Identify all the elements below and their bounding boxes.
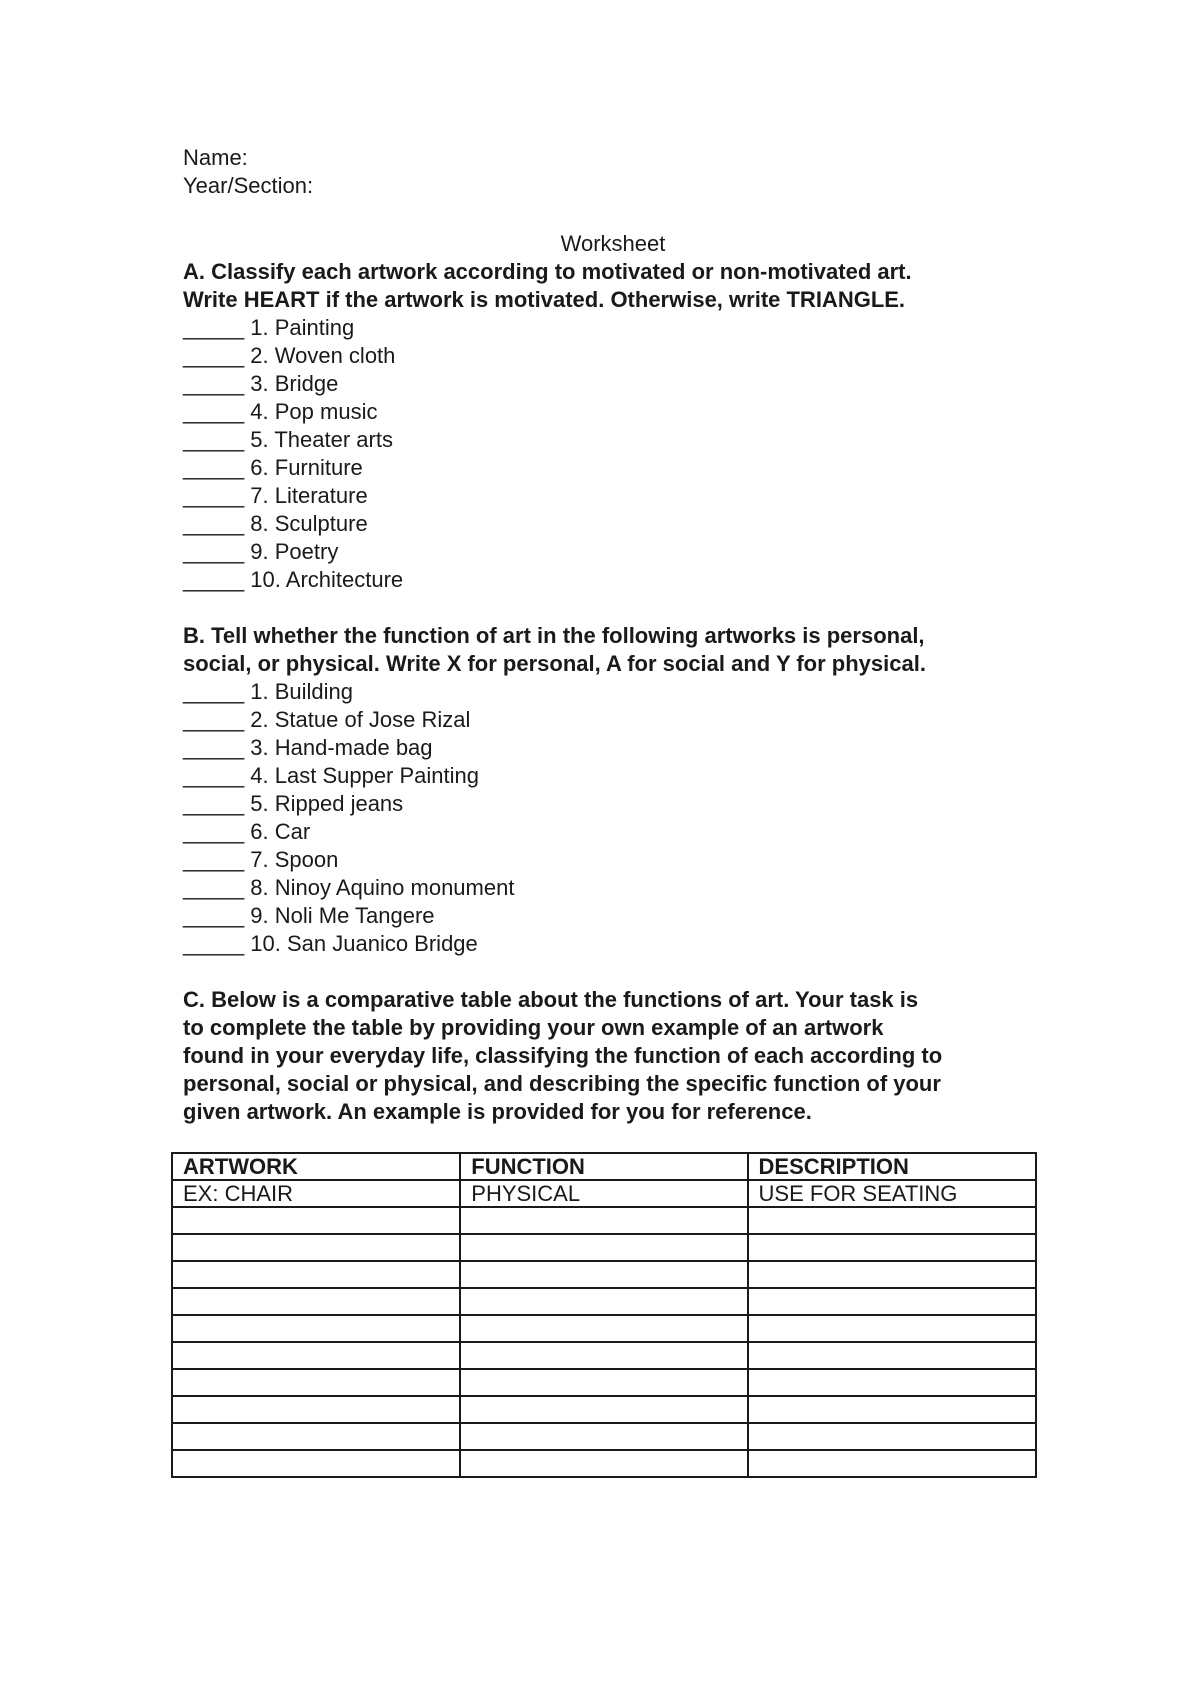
section-a-instruction-line1: A. Classify each artwork according to motivated or non-motivated art. — [183, 259, 912, 284]
empty-cell[interactable] — [172, 1207, 460, 1234]
section-a-item: _____ 6. Furniture — [183, 455, 363, 480]
example-function-cell: PHYSICAL — [460, 1180, 747, 1207]
empty-cell[interactable] — [172, 1315, 460, 1342]
section-b-item: _____ 4. Last Supper Painting — [183, 763, 480, 788]
header-function: FUNCTION — [460, 1153, 747, 1180]
empty-cell[interactable] — [748, 1342, 1036, 1369]
table-row[interactable] — [172, 1369, 1036, 1396]
section-b-item: _____ 10. San Juanico Bridge — [183, 931, 478, 956]
section-b-item: _____ 2. Statue of Jose Rizal — [183, 707, 471, 732]
empty-cell[interactable] — [748, 1423, 1036, 1450]
section-a-item: _____ 9. Poetry — [183, 539, 339, 564]
empty-cell[interactable] — [748, 1207, 1036, 1234]
table-header-row — [172, 1153, 1036, 1180]
table-row[interactable] — [172, 1423, 1036, 1450]
empty-cell[interactable] — [460, 1234, 747, 1261]
empty-cell[interactable] — [748, 1396, 1036, 1423]
section-b-item: _____ 1. Building — [183, 679, 354, 704]
empty-cell[interactable] — [460, 1288, 747, 1315]
section-a-item: _____ 1. Painting — [183, 315, 355, 340]
section-a-item: _____ 3. Bridge — [183, 371, 339, 396]
empty-cell[interactable] — [172, 1288, 460, 1315]
empty-cell[interactable] — [172, 1261, 460, 1288]
empty-cell[interactable] — [748, 1315, 1036, 1342]
section-c-instruction-line: personal, social or physical, and describing the specific function of your — [183, 1071, 941, 1096]
empty-cell[interactable] — [460, 1450, 747, 1477]
section-a-item: _____ 5. Theater arts — [183, 427, 393, 452]
section-a-item: _____ 7. Literature — [183, 483, 368, 508]
table-row[interactable] — [172, 1342, 1036, 1369]
table-row[interactable] — [172, 1315, 1036, 1342]
section-a-item: _____ 2. Woven cloth — [183, 343, 396, 368]
example-artwork-cell: EX: CHAIR — [172, 1180, 460, 1207]
name-label: Name: — [183, 145, 248, 170]
table-row[interactable] — [172, 1450, 1036, 1477]
table-row[interactable] — [172, 1261, 1036, 1288]
table-row[interactable] — [172, 1288, 1036, 1315]
section-a-instruction-line2: Write HEART if the artwork is motivated. Otherwise, write TRIANGLE. — [183, 287, 906, 312]
section-a-item: _____ 8. Sculpture — [183, 511, 368, 536]
table-example-row — [172, 1180, 1036, 1207]
empty-cell[interactable] — [748, 1234, 1036, 1261]
header-description: DESCRIPTION — [748, 1153, 1036, 1180]
section-a-item: _____ 10. Architecture — [183, 567, 404, 592]
empty-cell[interactable] — [172, 1423, 460, 1450]
section-c-instruction-line: C. Below is a comparative table about the functions of art. Your task is — [183, 987, 919, 1012]
empty-cell[interactable] — [460, 1207, 747, 1234]
section-b-instruction-line1: B. Tell whether the function of art in the following artworks is personal, — [183, 623, 925, 648]
empty-cell[interactable] — [172, 1369, 460, 1396]
table-row[interactable] — [172, 1234, 1036, 1261]
page-title: Worksheet — [560, 231, 666, 256]
empty-cell[interactable] — [748, 1261, 1036, 1288]
section-b-instruction-line2: social, or physical. Write X for personal, A for social and Y for physical. — [183, 651, 926, 676]
empty-cell[interactable] — [172, 1396, 460, 1423]
example-description-cell: USE FOR SEATING — [748, 1180, 1036, 1207]
section-a-item: _____ 4. Pop music — [183, 399, 378, 424]
empty-cell[interactable] — [460, 1342, 747, 1369]
section-c-instruction-line: to complete the table by providing your own example of an artwork — [183, 1015, 884, 1040]
header-artwork: ARTWORK — [172, 1153, 460, 1180]
section-b-item: _____ 7. Spoon — [183, 847, 339, 872]
section-c-instruction-line: found in your everyday life, classifying the function of each according to — [183, 1043, 943, 1068]
empty-cell[interactable] — [172, 1342, 460, 1369]
empty-cell[interactable] — [748, 1450, 1036, 1477]
empty-cell[interactable] — [460, 1423, 747, 1450]
section-b-item: _____ 8. Ninoy Aquino monument — [183, 875, 515, 900]
section-b-item: _____ 6. Car — [183, 819, 311, 844]
empty-cell[interactable] — [460, 1261, 747, 1288]
empty-cell[interactable] — [172, 1450, 460, 1477]
empty-cell[interactable] — [172, 1234, 460, 1261]
empty-cell[interactable] — [748, 1288, 1036, 1315]
section-b-item: _____ 9. Noli Me Tangere — [183, 903, 435, 928]
section-c-instruction-line: given artwork. An example is provided for you for reference. — [183, 1099, 812, 1124]
table-row[interactable] — [172, 1207, 1036, 1234]
section-b-item: _____ 5. Ripped jeans — [183, 791, 404, 816]
table-row[interactable] — [172, 1396, 1036, 1423]
empty-cell[interactable] — [460, 1315, 747, 1342]
functions-table — [171, 1152, 1037, 1478]
year-section-label: Year/Section: — [183, 173, 314, 198]
empty-cell[interactable] — [748, 1369, 1036, 1396]
empty-cell[interactable] — [460, 1396, 747, 1423]
empty-cell[interactable] — [460, 1369, 747, 1396]
section-b-item: _____ 3. Hand-made bag — [183, 735, 433, 760]
